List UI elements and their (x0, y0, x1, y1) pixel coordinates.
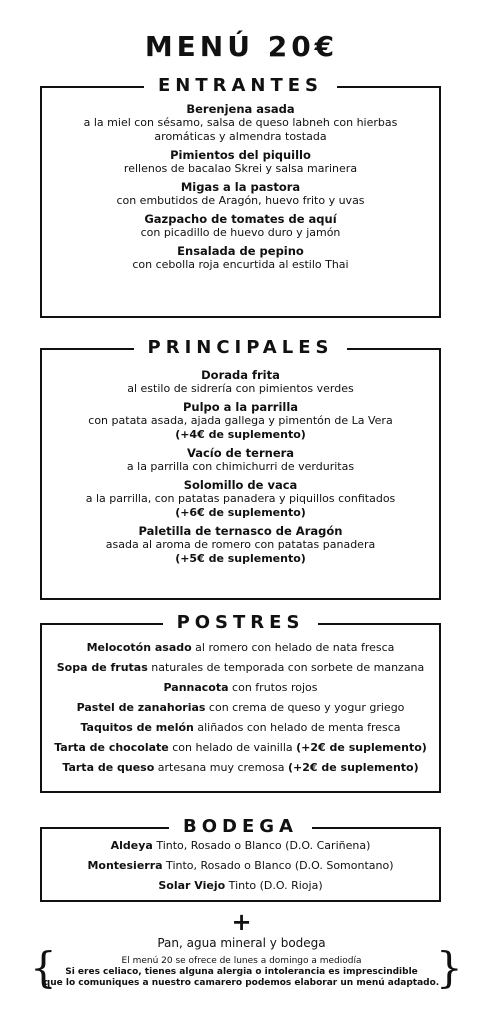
item-name: Paletilla de ternasco de Aragón (138, 524, 343, 538)
included-text: Pan, agua mineral y bodega (157, 936, 326, 950)
principales-section (40, 337, 441, 600)
menu-item (42, 478, 439, 520)
item-name: Solar Viejo (158, 879, 226, 892)
item-name: Tarta de queso (62, 761, 155, 774)
entrantes-heading: ENTRANTES (144, 75, 337, 96)
bodega-heading: BODEGA (169, 816, 312, 837)
left-brace-icon: { (30, 943, 57, 992)
menu-item (42, 400, 439, 442)
menu-item (42, 661, 439, 675)
menu-item (42, 641, 439, 655)
item-desc: Tinto, Rosado o Blanco (D.O. Cariñena) (152, 839, 371, 852)
item-name: Tarta de chocolate (54, 741, 169, 754)
item-name: Aldeya (110, 839, 153, 852)
menu-item (42, 102, 439, 144)
item-desc: con frutos rojos (228, 681, 318, 694)
item-supplement: (+2€ de suplemento) (288, 761, 419, 774)
menu-item (42, 839, 439, 853)
item-supplement: (+5€ de suplemento) (175, 552, 306, 565)
item-supplement: (+6€ de suplemento) (175, 506, 306, 519)
menu-item (42, 761, 439, 775)
plus-icon: + (231, 908, 252, 936)
postres-section (40, 612, 441, 793)
menu-item (42, 368, 439, 396)
item-desc: aliñados con helado de menta fresca (193, 721, 401, 734)
item-desc: con cebolla roja encurtida al estilo Thai (132, 258, 349, 271)
item-desc: artesana muy cremosa (154, 761, 288, 774)
menu-item (42, 721, 439, 735)
item-desc: con embutidos de Aragón, huevo frito y uvas (116, 194, 365, 207)
item-name: Vacío de ternera (186, 446, 295, 460)
item-desc: a la miel con sésamo, salsa de queso labneh con hierbas aromáticas y almendra tostada (83, 116, 398, 143)
item-name: Migas a la pastora (180, 180, 301, 194)
menu-item (42, 741, 439, 755)
menu-item (42, 524, 439, 566)
item-desc: con helado de vainilla (168, 741, 297, 754)
item-desc: con picadillo de huevo duro y jamón (140, 226, 341, 239)
item-name: Dorada frita (201, 368, 280, 382)
item-name: Taquitos de melón (80, 721, 194, 734)
item-desc: Tinto (D.O. Rioja) (225, 879, 323, 892)
item-name: Pimientos del piquillo (170, 148, 311, 162)
menu-item (42, 446, 439, 474)
item-desc: con crema de queso y yogur griego (205, 701, 405, 714)
entrantes-section (40, 75, 441, 318)
menu-item (42, 148, 439, 176)
item-supplement: (+4€ de suplemento) (175, 428, 306, 441)
menu-item (42, 212, 439, 240)
footer-note (40, 956, 443, 989)
item-name: Melocotón asado (86, 641, 192, 654)
item-desc: naturales de temporada con sorbete de manzana (147, 661, 425, 674)
item-name: Pannacota (163, 681, 229, 694)
item-name: Gazpacho de tomates de aquí (144, 212, 337, 226)
item-name: Berenjena asada (186, 102, 295, 116)
menu-item (42, 180, 439, 208)
menu-item (42, 681, 439, 695)
note-line: El menú 20 se ofrece de lunes a domingo a mediodía (121, 956, 362, 966)
item-desc: Tinto, Rosado o Blanco (D.O. Somontano) (162, 859, 394, 872)
item-name: Pulpo a la parrilla (182, 400, 299, 414)
item-name: Solomillo de vaca (183, 478, 298, 492)
item-name: Ensalada de pepino (177, 244, 304, 258)
menu-item (42, 244, 439, 272)
item-desc: al romero con helado de nata fresca (191, 641, 395, 654)
note-line: Si eres celiaco, tienes alguna alergia o intolerancia es imprescindible (65, 967, 418, 977)
bodega-section (40, 816, 441, 902)
item-desc: a la parrilla con chimichurri de verduritas (126, 460, 355, 473)
item-supplement: (+2€ de suplemento) (296, 741, 427, 754)
menu-item (42, 701, 439, 715)
principales-heading: PRINCIPALES (134, 337, 348, 358)
menu-item (42, 859, 439, 873)
item-name: Sopa de frutas (56, 661, 148, 674)
menu-title: MENÚ 20€ (144, 30, 339, 63)
item-name: Montesierra (87, 859, 163, 872)
note-line: que lo comuniques a nuestro camarero podemos elaborar un menú adaptado. (43, 978, 440, 988)
item-name: Pastel de zanahorias (76, 701, 206, 714)
item-desc: a la parrilla, con patatas panadera y piquillos confitados (85, 492, 396, 505)
item-desc: asada al aroma de romero con patatas panadera (105, 538, 376, 551)
item-desc: rellenos de bacalao Skrei y salsa marinera (123, 162, 358, 175)
item-desc: con patata asada, ajada gallega y pimentón de La Vera (88, 414, 393, 427)
item-desc: al estilo de sidrería con pimientos verdes (127, 382, 354, 395)
right-brace-icon: } (436, 943, 463, 992)
menu-item (42, 879, 439, 893)
postres-heading: POSTRES (163, 612, 319, 633)
